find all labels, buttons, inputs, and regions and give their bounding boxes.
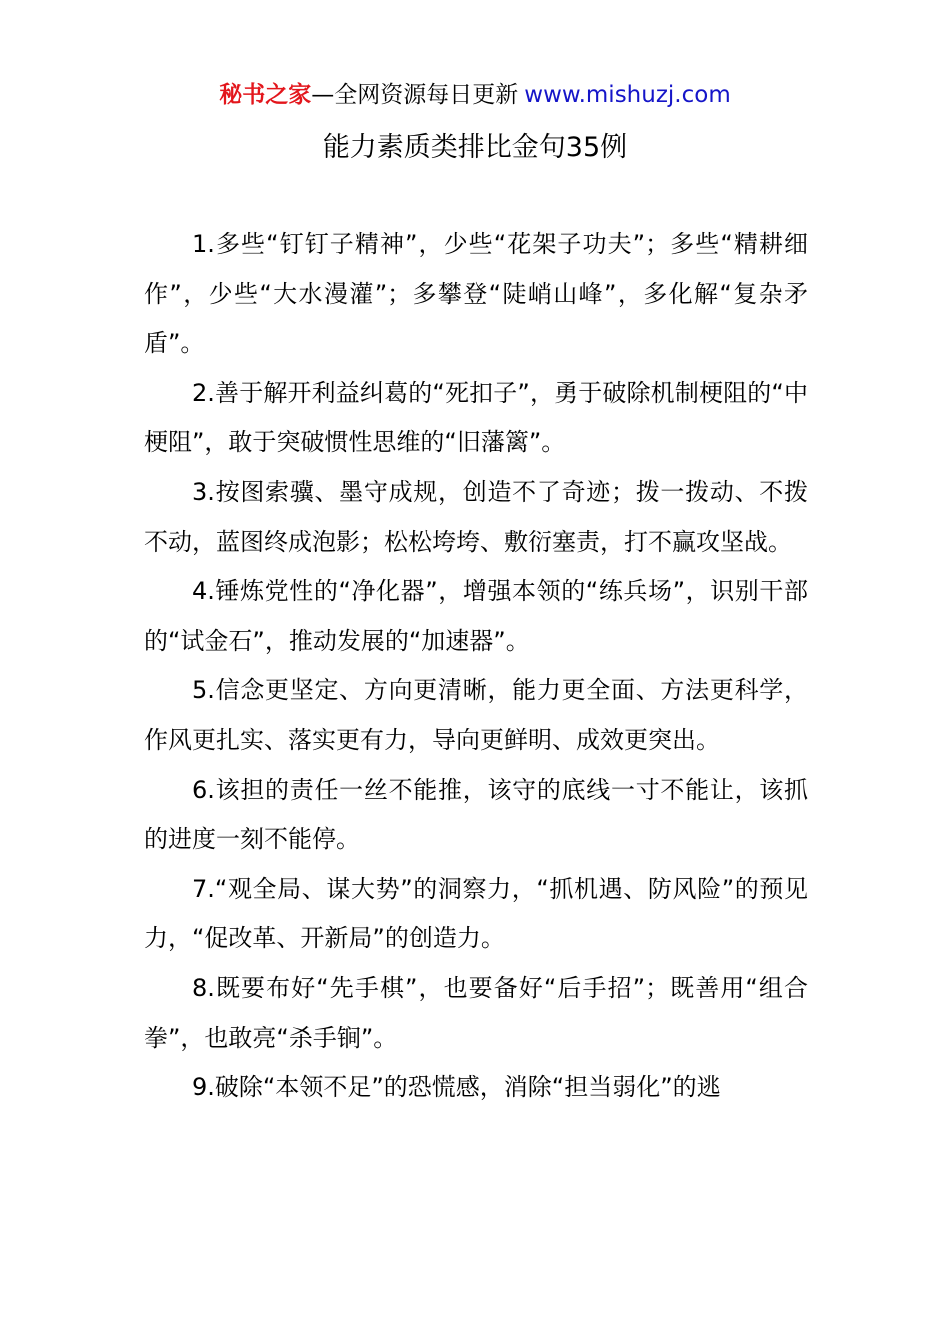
paragraph-4: 4.锤炼党性的“净化器”，增强本领的“练兵场”，识别干部的“试金石”，推动发展的“加速器”。	[144, 577, 808, 655]
paragraph-8: 8.既要布好“先手棋”，也要备好“后手招”；既善用“组合拳”，也敢亮“杀手锏”。	[144, 973, 808, 1052]
paragraph-2: 2.善于解开利益纠葛的“死扣子”，勇于破除机制梗阻的“中梗阻”，敢于突破惯性思维的“旧藩篱”。	[144, 378, 808, 457]
paragraph-9: 9.破除“本领不足”的恐慌感，消除“担当弱化”的逃	[192, 1073, 721, 1102]
paragraph-1: 1.多些“钉钉子精神”，少些“花架子功夫”；多些“精耕细作”，少些“大水漫灌”；多攀登“陡峭山峰”，多化解“复杂矛盾”。	[144, 230, 808, 358]
document-body	[144, 220, 808, 1113]
site-url-link[interactable]: www.mishuzj.com	[524, 82, 731, 108]
paragraph-3: 3.按图索骥、墨守成规，创造不了奇迹；拨一拨动、不拨不动，蓝图终成泡影；松松垮垮、敷衍塞责，打不赢攻坚战。	[144, 477, 808, 556]
paragraph-6: 6.该担的责任一丝不能推，该守的底线一寸不能让，该抓的进度一刻不能停。	[144, 775, 808, 854]
site-header	[0, 78, 950, 112]
document-title: 能力素质类排比金句35例	[322, 132, 628, 163]
header-tagline: —全网资源每日更新	[311, 82, 519, 108]
paragraph-7: 7.“观全局、谋大势”的洞察力，“抓机遇、防风险”的预见力，“促改革、开新局”的创造力。	[144, 874, 808, 953]
paragraph-5: 5.信念更坚定、方向更清晰，能力更全面、方法更科学，作风更扎实、落实更有力，导向更鲜明、成效更突出。	[144, 676, 808, 754]
brand-name: 秘书之家	[219, 82, 312, 108]
